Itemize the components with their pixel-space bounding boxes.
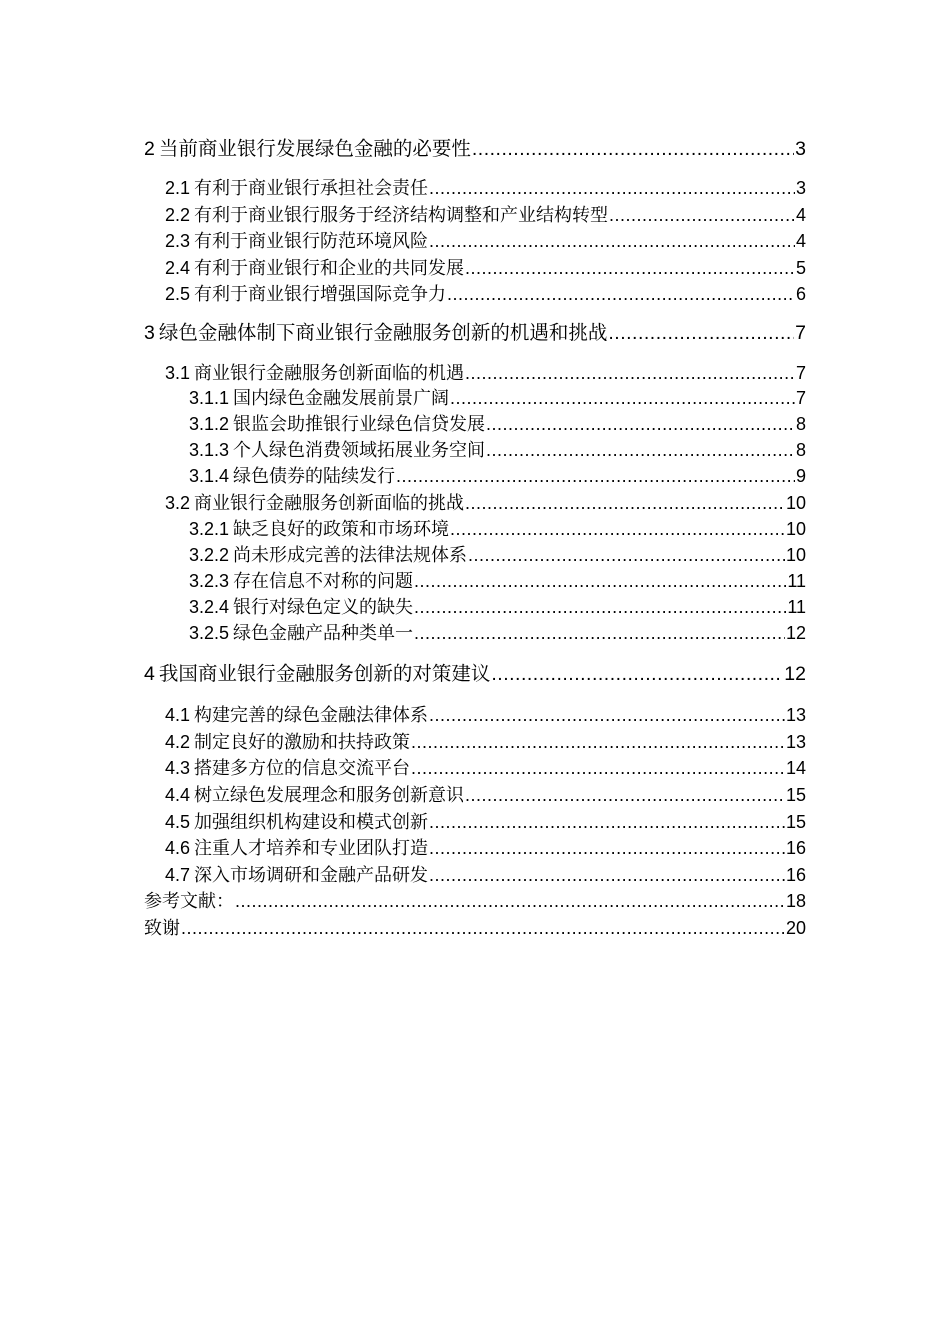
toc-entry[interactable] <box>189 621 806 645</box>
toc-number: 4.1 <box>165 705 191 725</box>
toc-title: 构建完善的绿色金融法律体系 <box>194 705 429 725</box>
toc-number: 3 <box>144 322 155 344</box>
toc-leader <box>414 569 786 594</box>
toc-leader <box>411 756 785 780</box>
toc-number: 3.1.4 <box>189 466 230 486</box>
toc-number: 3.2 <box>165 493 191 513</box>
toc-page: 13 <box>785 705 806 725</box>
toc-title: 致谢 <box>144 918 180 938</box>
toc-entry[interactable] <box>165 282 806 306</box>
toc-entry[interactable] <box>165 836 806 860</box>
toc-leader <box>235 889 785 913</box>
toc-page: 5 <box>795 258 806 278</box>
toc-page: 11 <box>787 571 806 591</box>
toc-page: 9 <box>795 466 806 486</box>
toc-title: 银监会助推银行业绿色信贷发展 <box>233 414 486 435</box>
toc-number: 3.2.1 <box>189 519 230 539</box>
toc-title: 绿色债券的陆续发行 <box>233 466 396 487</box>
toc-page: 16 <box>785 865 806 885</box>
toc-number: 3.1.1 <box>189 388 230 408</box>
toc-number: 4.4 <box>165 785 191 805</box>
toc-number: 2.4 <box>165 258 191 278</box>
toc-number: 4.2 <box>165 732 191 752</box>
toc-leader <box>468 543 785 568</box>
toc-page: 15 <box>785 812 806 832</box>
toc-leader <box>486 438 795 463</box>
toc-number: 3.2.2 <box>189 545 230 565</box>
toc-number: 3.1.2 <box>189 414 230 434</box>
toc-title: 商业银行金融服务创新面临的挑战 <box>194 493 465 513</box>
toc-page: 3 <box>795 138 806 160</box>
toc-page: 7 <box>795 363 806 383</box>
toc-page: 11 <box>787 597 806 617</box>
toc-title: 绿色金融体制下商业银行金融服务创新的机遇和挑战 <box>158 322 608 344</box>
toc-title: 有利于商业银行防范环境风险 <box>194 231 429 251</box>
toc-entry[interactable] <box>165 176 806 200</box>
toc-title: 当前商业银行发展绿色金融的必要性 <box>158 138 471 160</box>
toc-page: 4 <box>795 205 806 225</box>
toc-entry[interactable] <box>189 412 806 436</box>
toc-page: 10 <box>785 519 806 539</box>
toc-number: 4.3 <box>165 758 191 778</box>
toc-entry[interactable] <box>165 756 806 780</box>
toc-leader <box>429 863 785 887</box>
toc-leader <box>414 595 786 620</box>
toc-title: 绿色金融产品种类单一 <box>233 623 414 644</box>
toc-title: 注重人才培养和专业团队打造 <box>194 838 429 858</box>
toc-leader <box>609 203 795 227</box>
toc-leader <box>450 517 785 542</box>
toc-number: 3.1.3 <box>189 440 230 460</box>
toc-number: 2 <box>144 138 155 160</box>
toc-entry[interactable] <box>144 916 806 940</box>
toc-page: 3 <box>795 178 806 198</box>
toc-entry[interactable] <box>189 569 806 593</box>
toc-entry[interactable] <box>165 730 806 754</box>
toc-page: 12 <box>784 663 806 685</box>
toc-entry[interactable] <box>165 863 806 887</box>
toc-title: 加强组织机构建设和模式创新 <box>194 812 429 832</box>
toc-entry[interactable] <box>189 517 806 541</box>
toc-entry[interactable] <box>189 438 806 462</box>
toc-entry[interactable] <box>144 889 806 913</box>
toc-title: 有利于商业银行承担社会责任 <box>194 178 429 198</box>
toc-number: 4.5 <box>165 812 191 832</box>
toc-number: 4 <box>144 663 155 685</box>
toc-entry[interactable] <box>165 256 806 280</box>
toc-title: 深入市场调研和金融产品研发 <box>194 865 429 885</box>
toc-page: 8 <box>795 414 806 434</box>
toc-entry[interactable] <box>189 543 806 567</box>
toc-entry[interactable] <box>189 464 806 488</box>
toc-number: 2.2 <box>165 205 191 225</box>
toc-leader <box>486 412 795 437</box>
toc-page: 16 <box>785 838 806 858</box>
toc-title: 存在信息不对称的问题 <box>233 571 414 592</box>
toc-page: 20 <box>785 918 806 938</box>
toc-entry[interactable] <box>165 810 806 834</box>
toc-leader <box>429 836 785 860</box>
toc-title: 缺乏良好的政策和市场环境 <box>233 519 450 540</box>
toc-entry[interactable] <box>144 137 806 161</box>
toc-page: 7 <box>795 322 806 344</box>
toc-title: 我国商业银行金融服务创新的对策建议 <box>158 663 491 685</box>
toc-leader <box>411 730 785 754</box>
toc-title: 银行对绿色定义的缺失 <box>233 597 414 618</box>
toc-leader <box>447 282 795 306</box>
toc-title: 搭建多方位的信息交流平台 <box>194 758 411 778</box>
toc-leader <box>450 386 795 411</box>
toc-page: 14 <box>785 758 806 778</box>
toc-entry[interactable] <box>165 229 806 253</box>
toc-leader <box>465 361 795 385</box>
toc-title: 商业银行金融服务创新面临的机遇 <box>194 363 465 383</box>
toc-page: 15 <box>785 785 806 805</box>
toc-entry[interactable] <box>189 595 806 619</box>
toc-leader <box>181 916 785 940</box>
toc-leader <box>414 621 785 646</box>
toc-page: 4 <box>795 231 806 251</box>
toc-number: 3.2.4 <box>189 597 230 617</box>
toc-page: 7 <box>795 388 806 408</box>
toc-leader <box>429 810 785 834</box>
toc-number: 4.6 <box>165 838 191 858</box>
toc-entry[interactable] <box>165 491 806 515</box>
toc-page: 12 <box>785 623 806 643</box>
toc-entry[interactable] <box>165 703 806 727</box>
toc-title: 有利于商业银行服务于经济结构调整和产业结构转型 <box>194 205 609 225</box>
toc-number: 3.2.3 <box>189 571 230 591</box>
toc-number: 2.1 <box>165 178 191 198</box>
toc-title: 有利于商业银行增强国际竞争力 <box>194 284 447 304</box>
toc-page: 8 <box>795 440 806 460</box>
toc-title: 尚未形成完善的法律法规体系 <box>233 545 468 566</box>
toc-entry[interactable] <box>165 203 806 227</box>
toc-leader <box>465 491 785 515</box>
toc-leader <box>491 662 783 686</box>
toc-leader <box>396 464 795 489</box>
toc-title: 制定良好的激励和扶持政策 <box>194 732 411 752</box>
toc-title: 国内绿色金融发展前景广阔 <box>233 388 450 409</box>
toc-title: 树立绿色发展理念和服务创新意识 <box>194 785 465 805</box>
toc-page: 6 <box>795 284 806 304</box>
toc-leader <box>608 321 794 345</box>
toc-entry[interactable] <box>144 662 806 686</box>
toc-entry[interactable] <box>165 361 806 385</box>
toc-leader <box>465 783 785 807</box>
toc-leader <box>429 703 785 727</box>
toc-entry[interactable] <box>189 386 806 410</box>
toc-number: 3.1 <box>165 363 191 383</box>
toc-page: 10 <box>785 493 806 513</box>
toc-leader <box>465 256 795 280</box>
toc-leader <box>472 137 794 161</box>
toc-number: 2.5 <box>165 284 191 304</box>
toc-title: 有利于商业银行和企业的共同发展 <box>194 258 465 278</box>
toc-title: 个人绿色消费领域拓展业务空间 <box>233 440 486 461</box>
toc-page: 18 <box>785 891 806 911</box>
toc-entry[interactable] <box>144 321 806 345</box>
toc-page: 13 <box>785 732 806 752</box>
toc-leader <box>429 229 795 253</box>
toc-number: 4.7 <box>165 865 191 885</box>
toc-leader <box>429 176 795 200</box>
toc-page: 10 <box>785 545 806 565</box>
toc-number: 2.3 <box>165 231 191 251</box>
toc-entry[interactable] <box>165 783 806 807</box>
toc-number: 3.2.5 <box>189 623 230 643</box>
toc-title: 参考文献： <box>144 891 234 911</box>
